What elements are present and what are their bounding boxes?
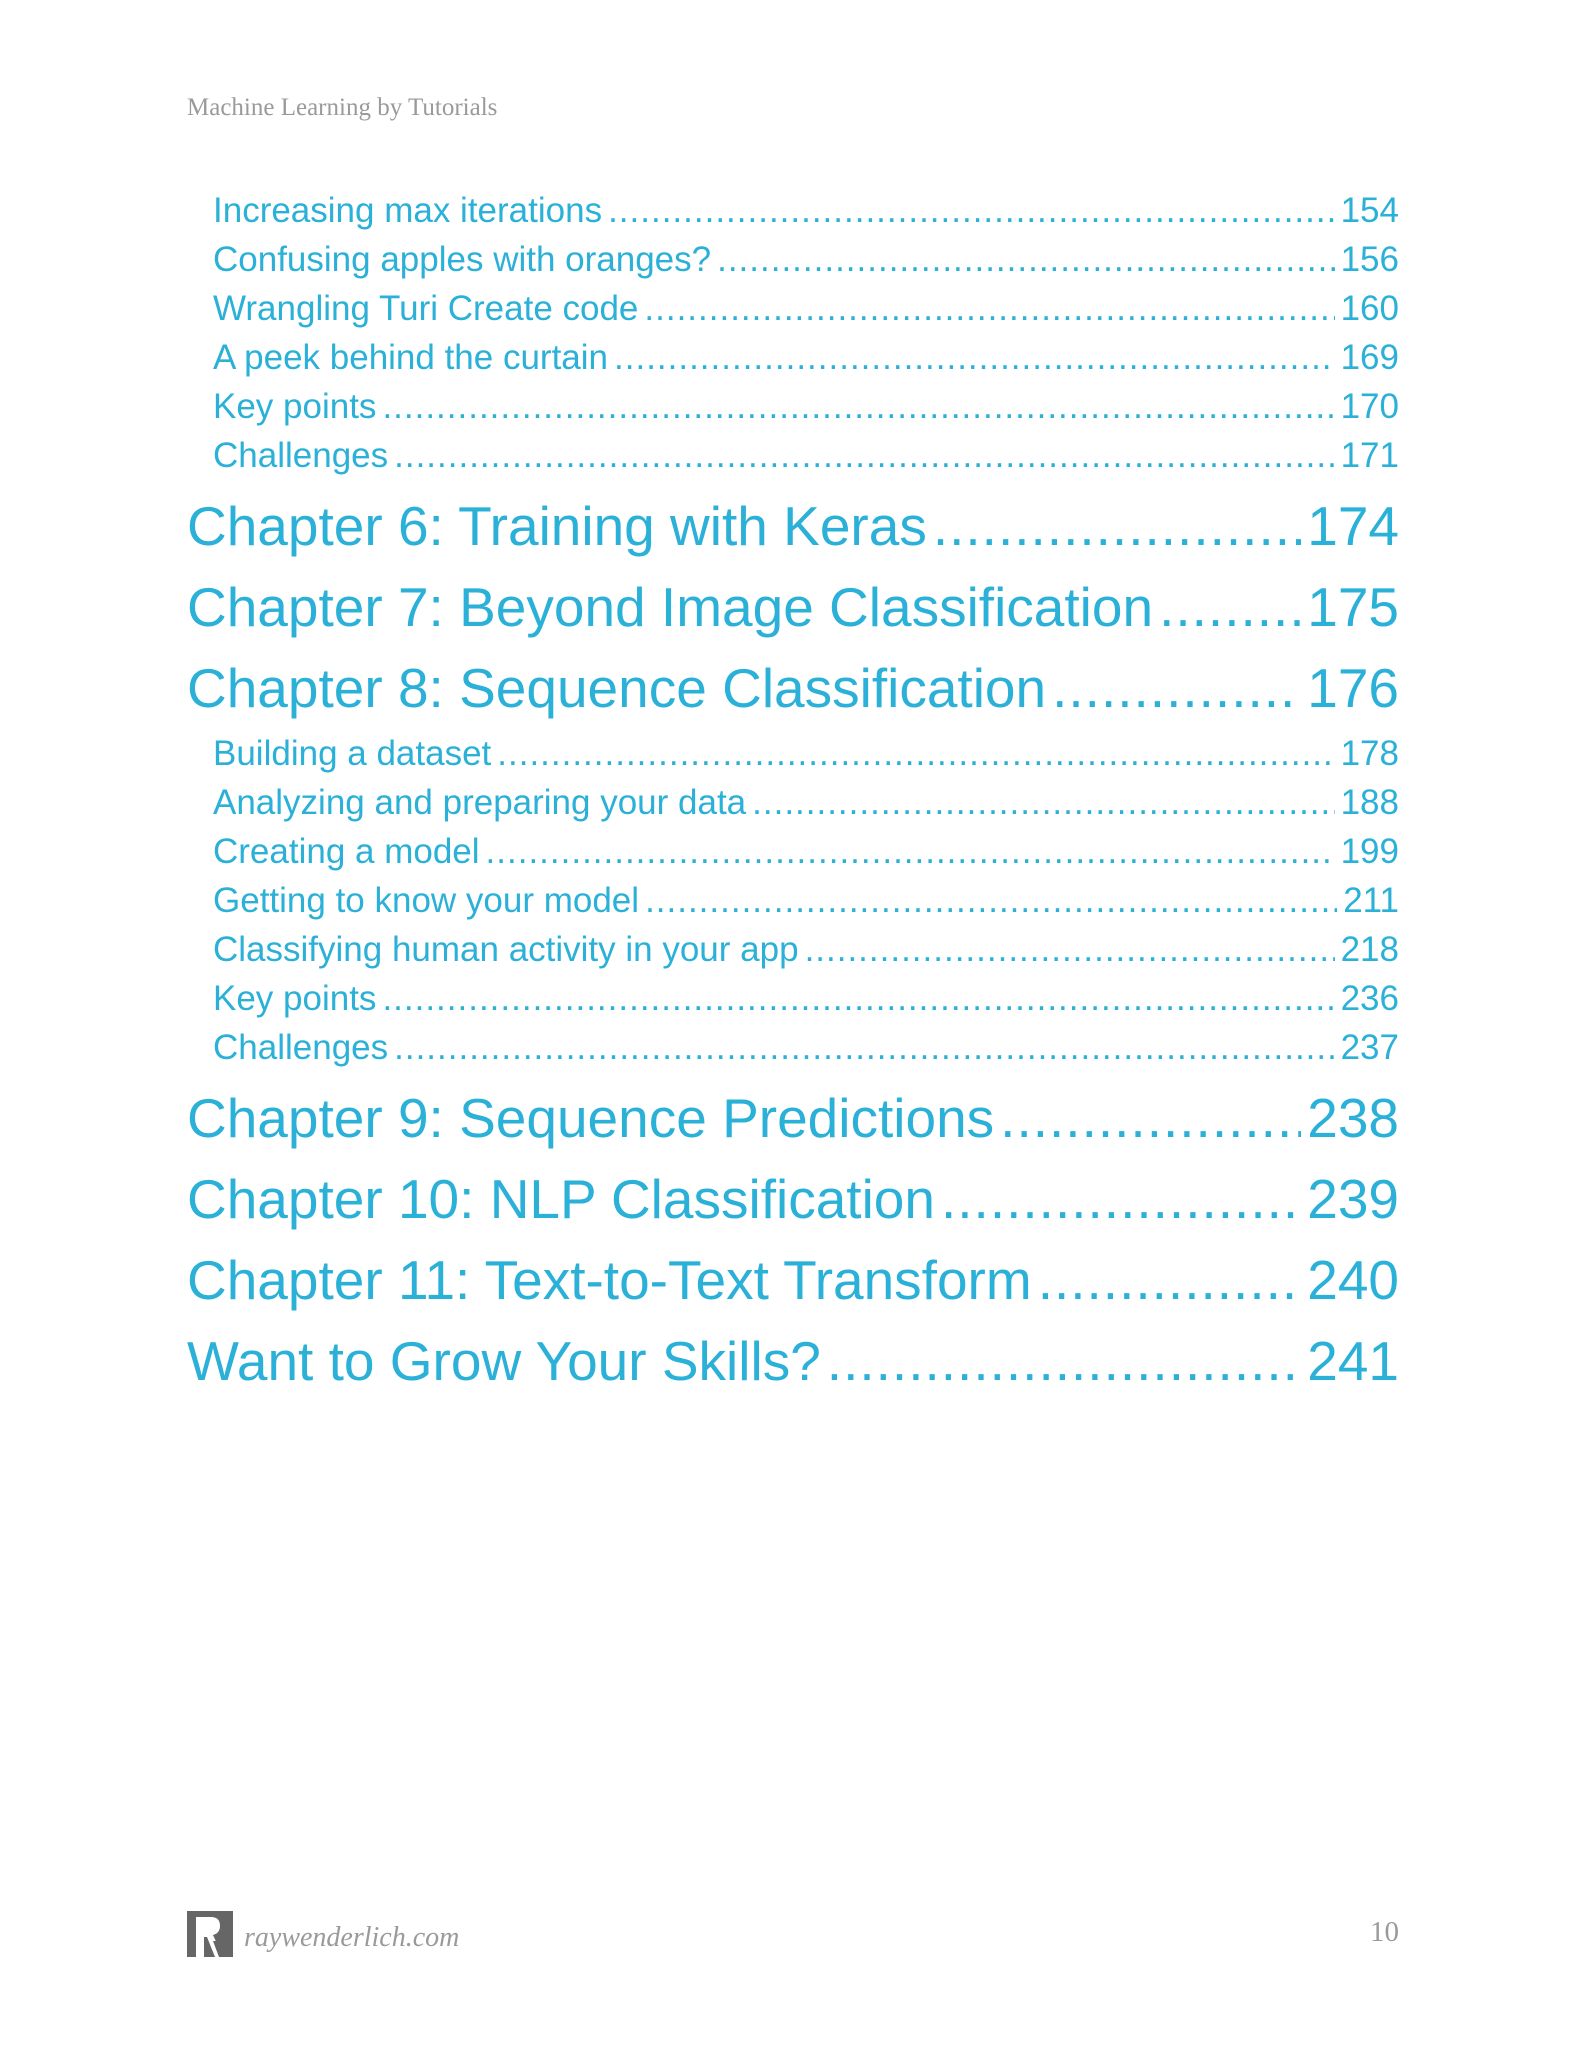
- toc-section-entry[interactable]: [187, 876, 1399, 925]
- toc-entry-title: Chapter 8: Sequence Classification: [187, 657, 1047, 719]
- toc-entry-page: 238: [1307, 1087, 1399, 1149]
- toc-dot-leader: [933, 486, 1301, 567]
- toc-entry-title: Increasing max iterations: [213, 191, 603, 230]
- raywenderlich-logo-icon: [187, 1911, 233, 1957]
- toc-entry-title: Challenges: [213, 436, 389, 475]
- toc-section-entry[interactable]: [187, 974, 1399, 1023]
- table-of-contents: [187, 186, 1399, 1402]
- toc-chapter-entry[interactable]: [187, 1078, 1399, 1159]
- toc-chapter-entry[interactable]: [187, 1240, 1399, 1321]
- toc-entry-title: Chapter 9: Sequence Predictions: [187, 1087, 995, 1149]
- toc-entry-page: 199: [1340, 832, 1399, 871]
- toc-dot-leader: [752, 778, 1334, 827]
- toc-entry-page: 160: [1340, 289, 1399, 328]
- toc-entry-title: Confusing apples with oranges?: [213, 240, 712, 279]
- toc-entry-title: Getting to know your model: [213, 881, 640, 920]
- toc-dot-leader: [382, 382, 1334, 431]
- toc-entry-title: Creating a model: [213, 832, 480, 871]
- toc-entry-title: Key points: [213, 387, 377, 426]
- toc-entry-page: 176: [1307, 657, 1399, 719]
- toc-section-entry[interactable]: [187, 729, 1399, 778]
- toc-entry-title: Chapter 7: Beyond Image Classification: [187, 576, 1154, 638]
- toc-entry-title: Key points: [213, 979, 377, 1018]
- toc-section-entry[interactable]: [187, 1023, 1399, 1072]
- toc-entry-page: 175: [1307, 576, 1399, 638]
- toc-entry-page: 237: [1340, 1028, 1399, 1067]
- toc-chapter-entry[interactable]: [187, 567, 1399, 648]
- running-header: Machine Learning by Tutorials: [187, 94, 498, 121]
- toc-dot-leader: [486, 827, 1335, 876]
- toc-entry-title: Classifying human activity in your app: [213, 930, 799, 969]
- toc-entry-title: A peek behind the curtain: [213, 338, 609, 377]
- toc-dot-leader: [394, 431, 1334, 480]
- toc-section-entry[interactable]: [187, 382, 1399, 431]
- toc-dot-leader: [1038, 1240, 1302, 1321]
- toc-entry-title: Chapter 10: NLP Classification: [187, 1168, 935, 1230]
- toc-section-entry[interactable]: [187, 186, 1399, 235]
- toc-entry-title: Analyzing and preparing your data: [213, 783, 747, 822]
- toc-section-entry[interactable]: [187, 778, 1399, 827]
- toc-entry-title: Chapter 6: Training with Keras: [187, 495, 927, 557]
- toc-dot-leader: [394, 1023, 1334, 1072]
- toc-entry-page: 178: [1340, 734, 1399, 773]
- toc-entry-title: Chapter 11: Text-to-Text Transform: [187, 1249, 1032, 1311]
- toc-entry-title: Building a dataset: [213, 734, 492, 773]
- toc-entry-title: Want to Grow Your Skills?: [187, 1330, 821, 1392]
- toc-section-entry[interactable]: [187, 284, 1399, 333]
- toc-section-entry[interactable]: [187, 333, 1399, 382]
- footer-site-link[interactable]: raywenderlich.com: [244, 1922, 460, 1953]
- toc-entry-page: 240: [1307, 1249, 1399, 1311]
- toc-dot-leader: [382, 974, 1334, 1023]
- toc-chapter-entry[interactable]: [187, 648, 1399, 729]
- toc-entry-page: 218: [1340, 930, 1399, 969]
- toc-entry-page: 188: [1340, 783, 1399, 822]
- page-number: 10: [1370, 1916, 1399, 1948]
- toc-dot-leader: [608, 186, 1335, 235]
- toc-entry-page: 156: [1340, 240, 1399, 279]
- toc-dot-leader: [941, 1159, 1301, 1240]
- toc-section-entry[interactable]: [187, 431, 1399, 480]
- toc-entry-page: 211: [1343, 881, 1399, 920]
- toc-entry-page: 239: [1307, 1168, 1399, 1230]
- toc-entry-title: Wrangling Turi Create code: [213, 289, 639, 328]
- toc-entry-page: 169: [1340, 338, 1399, 377]
- toc-entry-page: 241: [1307, 1330, 1399, 1392]
- toc-dot-leader: [645, 876, 1337, 925]
- toc-entry-page: 236: [1340, 979, 1399, 1018]
- toc-dot-leader: [805, 925, 1335, 974]
- toc-dot-leader: [497, 729, 1334, 778]
- toc-dot-leader: [717, 235, 1334, 284]
- toc-dot-leader: [827, 1321, 1301, 1402]
- toc-dot-leader: [644, 284, 1334, 333]
- toc-dot-leader: [1000, 1078, 1301, 1159]
- toc-entry-title: Challenges: [213, 1028, 389, 1067]
- toc-dot-leader: [614, 333, 1335, 382]
- toc-entry-page: 170: [1340, 387, 1399, 426]
- toc-section-entry[interactable]: [187, 827, 1399, 876]
- toc-section-entry[interactable]: [187, 235, 1399, 284]
- toc-dot-leader: [1052, 648, 1301, 729]
- toc-entry-page: 154: [1340, 191, 1399, 230]
- toc-chapter-entry[interactable]: [187, 1321, 1399, 1402]
- toc-chapter-entry[interactable]: [187, 1159, 1399, 1240]
- toc-entry-page: 174: [1307, 495, 1399, 557]
- toc-dot-leader: [1159, 567, 1301, 648]
- toc-section-entry[interactable]: [187, 925, 1399, 974]
- toc-entry-page: 171: [1340, 436, 1399, 475]
- toc-chapter-entry[interactable]: [187, 486, 1399, 567]
